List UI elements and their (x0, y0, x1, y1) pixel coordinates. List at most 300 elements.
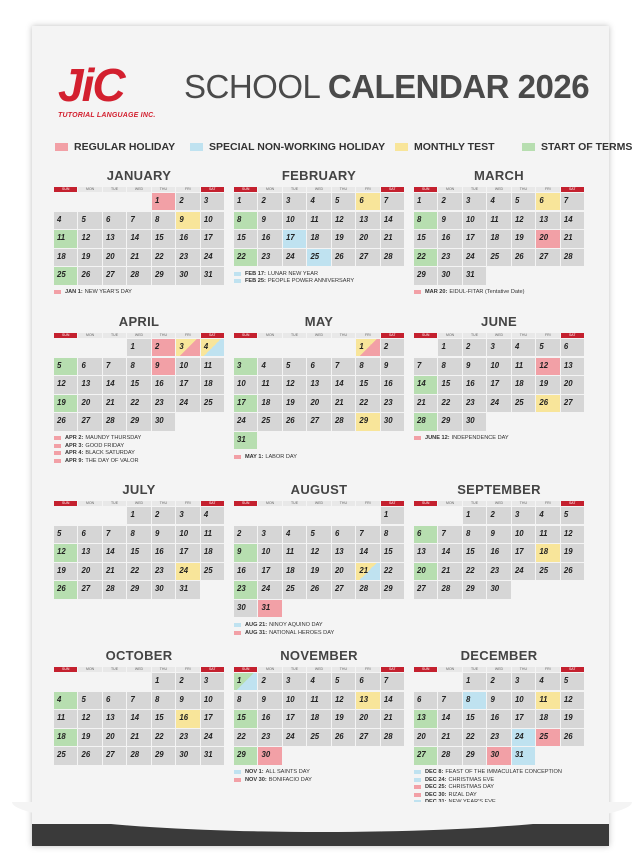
day-cell: 23 (234, 581, 257, 598)
day-cell: 26 (307, 581, 330, 598)
weekday-label: TUE (103, 501, 126, 506)
weekday-label: THU (332, 333, 355, 338)
day-cell: 10 (234, 376, 257, 393)
day-cell: 22 (463, 729, 486, 746)
day-cell: 27 (307, 413, 330, 430)
day-cell: 19 (512, 230, 535, 247)
day-cell: 22 (356, 395, 379, 412)
day-cell: 15 (152, 710, 175, 727)
day-cell: 20 (536, 230, 559, 247)
day-cell: 1 (463, 673, 486, 690)
day-cell: 18 (201, 376, 224, 393)
note-swatch (414, 436, 421, 440)
empty-cell (54, 193, 77, 210)
weekday-label: FRI (356, 333, 379, 338)
day-cell: 30 (487, 747, 510, 764)
day-cell: 9 (176, 212, 199, 229)
weekday-label: TUE (103, 667, 126, 672)
day-cell: 13 (78, 544, 101, 561)
weekday-header (414, 501, 584, 506)
legend (55, 140, 633, 154)
day-cell: 21 (381, 230, 404, 247)
day-cell: 22 (438, 395, 461, 412)
day-cell: 23 (381, 395, 404, 412)
day-cell: 11 (307, 212, 330, 229)
day-cell: 19 (332, 230, 355, 247)
day-cell: 9 (463, 358, 486, 375)
day-cell: 10 (463, 212, 486, 229)
day-cell: 13 (78, 376, 101, 393)
weekday-label: SAT (201, 187, 224, 192)
day-cell: 25 (283, 581, 306, 598)
day-cell: 13 (103, 710, 126, 727)
empty-cell (414, 673, 437, 690)
day-cell: 24 (512, 729, 535, 746)
weekday-label: WED (307, 667, 330, 672)
day-cell: 16 (487, 544, 510, 561)
weekday-label: WED (127, 501, 150, 506)
weekday-label: MON (258, 667, 281, 672)
day-cell: 4 (536, 507, 559, 524)
day-cell: 14 (356, 544, 379, 561)
weekday-label: MON (258, 501, 281, 506)
holiday-note (234, 278, 404, 286)
day-cell: 25 (536, 729, 559, 746)
day-cell: 3 (176, 507, 199, 524)
weekday-label: THU (152, 187, 175, 192)
note-text: NINOY AQUINO DAY (269, 622, 323, 629)
day-cell: 10 (176, 526, 199, 543)
day-cell: 23 (176, 729, 199, 746)
logo-subtitle: TUTORIAL LANGUAGE INC. (58, 112, 156, 119)
day-cell: 28 (332, 413, 355, 430)
legend-label: REGULAR HOLIDAY (74, 141, 176, 153)
note-swatch (234, 279, 241, 283)
weekday-label: TUE (283, 501, 306, 506)
day-cell: 14 (381, 692, 404, 709)
day-cell: 1 (234, 193, 257, 210)
day-cell: 16 (438, 230, 461, 247)
day-cell: 12 (561, 692, 584, 709)
day-cell: 29 (234, 747, 257, 764)
day-cell: 3 (176, 339, 199, 356)
day-cell: 18 (536, 710, 559, 727)
day-cell: 1 (463, 507, 486, 524)
note-date: MAY 1: (245, 454, 264, 461)
day-cell: 16 (152, 544, 175, 561)
weekday-label: FRI (536, 501, 559, 506)
day-cell: 21 (103, 563, 126, 580)
weekday-label: SAT (561, 333, 584, 338)
holiday-note (414, 776, 584, 784)
note-date: DEC 8: (425, 769, 444, 776)
day-cell: 25 (307, 729, 330, 746)
day-cell: 11 (258, 376, 281, 393)
weekday-label: TUE (463, 501, 486, 506)
legend-item (395, 140, 495, 154)
day-cell: 5 (54, 358, 77, 375)
note-date: DEC 24: (425, 776, 447, 783)
day-cell: 28 (356, 581, 379, 598)
note-swatch (234, 778, 241, 782)
day-cell: 21 (438, 729, 461, 746)
day-cell: 3 (234, 358, 257, 375)
day-cell: 18 (283, 563, 306, 580)
holiday-note (54, 450, 224, 458)
empty-cell (307, 507, 330, 524)
day-cell: 6 (307, 358, 330, 375)
month-title: DECEMBER (460, 648, 538, 663)
day-cell: 1 (414, 193, 437, 210)
day-cell: 13 (536, 212, 559, 229)
holiday-notes (234, 453, 404, 461)
day-cell: 7 (381, 673, 404, 690)
day-cell: 28 (414, 413, 437, 430)
day-cell: 3 (283, 673, 306, 690)
day-cell: 31 (176, 581, 199, 598)
day-cell: 6 (78, 358, 101, 375)
empty-cell (258, 339, 281, 356)
month-title: AUGUST (290, 482, 348, 497)
holiday-notes (54, 435, 224, 465)
day-cell: 14 (127, 710, 150, 727)
empty-cell (356, 507, 379, 524)
month-title: MAY (304, 314, 334, 329)
note-date: NOV 30: (245, 776, 267, 783)
day-cell: 17 (487, 376, 510, 393)
month-february (234, 168, 404, 285)
day-cell: 20 (103, 729, 126, 746)
day-cell: 23 (258, 729, 281, 746)
day-cell: 16 (234, 563, 257, 580)
day-cell: 23 (258, 249, 281, 266)
day-cell: 29 (438, 413, 461, 430)
month-title: APRIL (118, 314, 160, 329)
day-cell: 27 (561, 395, 584, 412)
day-cell: 29 (414, 267, 437, 284)
holiday-note (414, 791, 584, 799)
weekday-label: MON (438, 187, 461, 192)
day-cell: 28 (438, 581, 461, 598)
day-cell: 15 (127, 544, 150, 561)
day-cell: 26 (332, 249, 355, 266)
day-cell: 27 (332, 581, 355, 598)
day-cell: 27 (536, 249, 559, 266)
day-grid (414, 193, 584, 285)
weekday-label: WED (127, 333, 150, 338)
note-swatch (234, 631, 241, 635)
day-cell: 7 (438, 526, 461, 543)
day-cell: 7 (438, 692, 461, 709)
day-cell: 5 (332, 673, 355, 690)
day-cell: 7 (103, 358, 126, 375)
day-cell: 10 (512, 692, 535, 709)
weekday-label: THU (512, 667, 535, 672)
day-cell: 19 (283, 395, 306, 412)
note-text: THE DAY OF VALOR (85, 457, 139, 464)
day-cell: 29 (152, 747, 175, 764)
day-cell: 4 (512, 339, 535, 356)
weekday-header (234, 333, 404, 338)
day-cell: 18 (307, 710, 330, 727)
day-cell: 13 (561, 358, 584, 375)
day-cell: 24 (176, 395, 199, 412)
day-cell: 4 (307, 673, 330, 690)
day-cell: 10 (258, 544, 281, 561)
day-cell: 12 (78, 710, 101, 727)
day-cell: 11 (283, 544, 306, 561)
day-cell: 26 (283, 413, 306, 430)
day-cell: 30 (438, 267, 461, 284)
day-cell: 22 (381, 563, 404, 580)
day-cell: 12 (54, 544, 77, 561)
empty-cell (78, 507, 101, 524)
weekday-label: WED (487, 333, 510, 338)
day-cell: 20 (561, 376, 584, 393)
empty-cell (127, 673, 150, 690)
empty-cell (103, 507, 126, 524)
day-cell: 24 (487, 395, 510, 412)
holiday-notes (234, 621, 404, 636)
weekday-label: FRI (176, 187, 199, 192)
weekday-label: SUN (54, 333, 77, 338)
title-bold: CALENDAR 2026 (327, 68, 590, 105)
day-cell: 25 (258, 413, 281, 430)
day-cell: 9 (176, 692, 199, 709)
day-cell: 6 (536, 193, 559, 210)
day-cell: 28 (103, 581, 126, 598)
day-cell: 4 (487, 193, 510, 210)
holiday-note (234, 629, 404, 637)
day-cell: 9 (152, 526, 175, 543)
weekday-label: THU (152, 333, 175, 338)
day-cell: 7 (103, 526, 126, 543)
legend-swatch (190, 143, 203, 151)
day-cell: 7 (332, 358, 355, 375)
day-cell: 14 (332, 376, 355, 393)
day-cell: 13 (332, 544, 355, 561)
day-cell: 6 (356, 193, 379, 210)
day-cell: 26 (561, 729, 584, 746)
day-cell: 6 (332, 526, 355, 543)
day-cell: 21 (438, 563, 461, 580)
day-cell: 15 (463, 710, 486, 727)
day-cell: 15 (127, 376, 150, 393)
day-cell: 15 (463, 544, 486, 561)
day-grid (234, 507, 404, 617)
day-cell: 7 (561, 193, 584, 210)
note-text: GOOD FRIDAY (85, 442, 125, 449)
day-cell: 22 (234, 249, 257, 266)
month-title: MARCH (474, 168, 524, 183)
day-cell: 2 (258, 193, 281, 210)
weekday-header (414, 667, 584, 672)
day-cell: 17 (283, 710, 306, 727)
day-cell: 6 (561, 339, 584, 356)
day-cell: 30 (258, 747, 281, 764)
day-cell: 14 (438, 710, 461, 727)
day-cell: 27 (414, 581, 437, 598)
weekday-label: TUE (283, 187, 306, 192)
day-cell: 29 (127, 413, 150, 430)
day-cell: 11 (201, 526, 224, 543)
day-cell: 20 (414, 563, 437, 580)
day-cell: 9 (487, 692, 510, 709)
day-cell: 30 (463, 413, 486, 430)
note-text: EIDUL-FITAR (Tentative Date) (449, 289, 525, 296)
note-swatch (54, 459, 61, 463)
day-cell: 19 (78, 729, 101, 746)
day-cell: 1 (438, 339, 461, 356)
day-cell: 27 (78, 413, 101, 430)
day-cell: 24 (283, 729, 306, 746)
day-cell: 17 (512, 710, 535, 727)
weekday-label: FRI (536, 187, 559, 192)
day-cell: 31 (463, 267, 486, 284)
day-cell: 16 (176, 230, 199, 247)
day-cell: 27 (414, 747, 437, 764)
holiday-note (234, 776, 404, 784)
empty-cell (414, 507, 437, 524)
day-cell: 16 (152, 376, 175, 393)
day-cell: 11 (487, 212, 510, 229)
day-cell: 11 (536, 692, 559, 709)
day-cell: 14 (127, 230, 150, 247)
day-grid (54, 507, 224, 599)
day-cell: 15 (381, 544, 404, 561)
weekday-label: SUN (414, 667, 437, 672)
day-cell: 17 (201, 710, 224, 727)
day-cell: 26 (78, 747, 101, 764)
day-cell: 15 (414, 230, 437, 247)
weekday-label: SUN (234, 501, 257, 506)
weekday-label: SAT (201, 667, 224, 672)
weekday-label: SUN (54, 501, 77, 506)
day-cell: 2 (487, 673, 510, 690)
day-cell: 25 (512, 395, 535, 412)
day-cell: 10 (512, 526, 535, 543)
day-cell: 25 (201, 563, 224, 580)
day-cell: 8 (127, 358, 150, 375)
day-cell: 30 (234, 600, 257, 617)
day-cell: 21 (127, 249, 150, 266)
day-cell: 10 (201, 692, 224, 709)
day-cell: 3 (487, 339, 510, 356)
day-cell: 29 (127, 581, 150, 598)
weekday-label: MON (78, 187, 101, 192)
weekday-header (234, 501, 404, 506)
day-cell: 17 (176, 544, 199, 561)
day-cell: 9 (438, 212, 461, 229)
day-cell: 29 (463, 747, 486, 764)
day-cell: 2 (463, 339, 486, 356)
weekday-label: MON (78, 667, 101, 672)
day-cell: 12 (332, 212, 355, 229)
weekday-header (414, 187, 584, 192)
day-cell: 15 (152, 230, 175, 247)
note-date: NOV 1: (245, 769, 264, 776)
weekday-header (54, 187, 224, 192)
day-cell: 1 (152, 193, 175, 210)
day-cell: 19 (561, 710, 584, 727)
weekday-label: WED (307, 501, 330, 506)
note-swatch (414, 770, 421, 774)
day-cell: 15 (234, 710, 257, 727)
weekday-label: TUE (103, 333, 126, 338)
day-cell: 8 (234, 692, 257, 709)
day-cell: 8 (152, 212, 175, 229)
day-cell: 12 (283, 376, 306, 393)
day-cell: 13 (356, 692, 379, 709)
day-cell: 28 (381, 249, 404, 266)
empty-cell (283, 507, 306, 524)
day-grid (234, 193, 404, 266)
day-cell: 21 (103, 395, 126, 412)
day-cell: 25 (54, 267, 77, 284)
day-cell: 10 (283, 212, 306, 229)
weekday-label: WED (307, 333, 330, 338)
day-cell: 22 (152, 249, 175, 266)
day-cell: 12 (561, 526, 584, 543)
empty-cell (234, 339, 257, 356)
day-cell: 16 (258, 710, 281, 727)
day-cell: 13 (103, 230, 126, 247)
day-cell: 19 (307, 563, 330, 580)
holiday-note (234, 769, 404, 777)
day-cell: 1 (127, 507, 150, 524)
day-cell: 26 (536, 395, 559, 412)
day-cell: 7 (414, 358, 437, 375)
day-cell: 21 (381, 710, 404, 727)
month-september (414, 482, 584, 599)
weekday-label: WED (307, 187, 330, 192)
weekday-label: SAT (381, 667, 404, 672)
day-cell: 18 (307, 230, 330, 247)
day-cell: 14 (103, 544, 126, 561)
day-cell: 8 (234, 212, 257, 229)
day-cell: 8 (463, 692, 486, 709)
day-cell: 10 (176, 358, 199, 375)
day-cell: 22 (152, 729, 175, 746)
empty-cell (103, 193, 126, 210)
note-swatch (234, 623, 241, 627)
weekday-header (54, 501, 224, 506)
holiday-note (234, 270, 404, 278)
day-cell: 19 (54, 395, 77, 412)
weekday-header (414, 333, 584, 338)
holiday-note (54, 435, 224, 443)
empty-cell (103, 673, 126, 690)
day-cell: 5 (561, 507, 584, 524)
weekday-label: THU (332, 187, 355, 192)
day-cell: 31 (201, 747, 224, 764)
day-cell: 4 (54, 212, 77, 229)
day-cell: 25 (54, 747, 77, 764)
company-logo (54, 59, 169, 132)
day-cell: 11 (307, 692, 330, 709)
day-cell: 11 (54, 710, 77, 727)
note-swatch (234, 455, 241, 459)
weekday-header (234, 667, 404, 672)
holiday-note (414, 769, 584, 777)
empty-cell (54, 507, 77, 524)
day-cell: 5 (512, 193, 535, 210)
note-swatch (54, 444, 61, 448)
day-cell: 22 (234, 729, 257, 746)
weekday-label: MON (258, 333, 281, 338)
day-cell: 18 (258, 395, 281, 412)
day-cell: 18 (54, 729, 77, 746)
